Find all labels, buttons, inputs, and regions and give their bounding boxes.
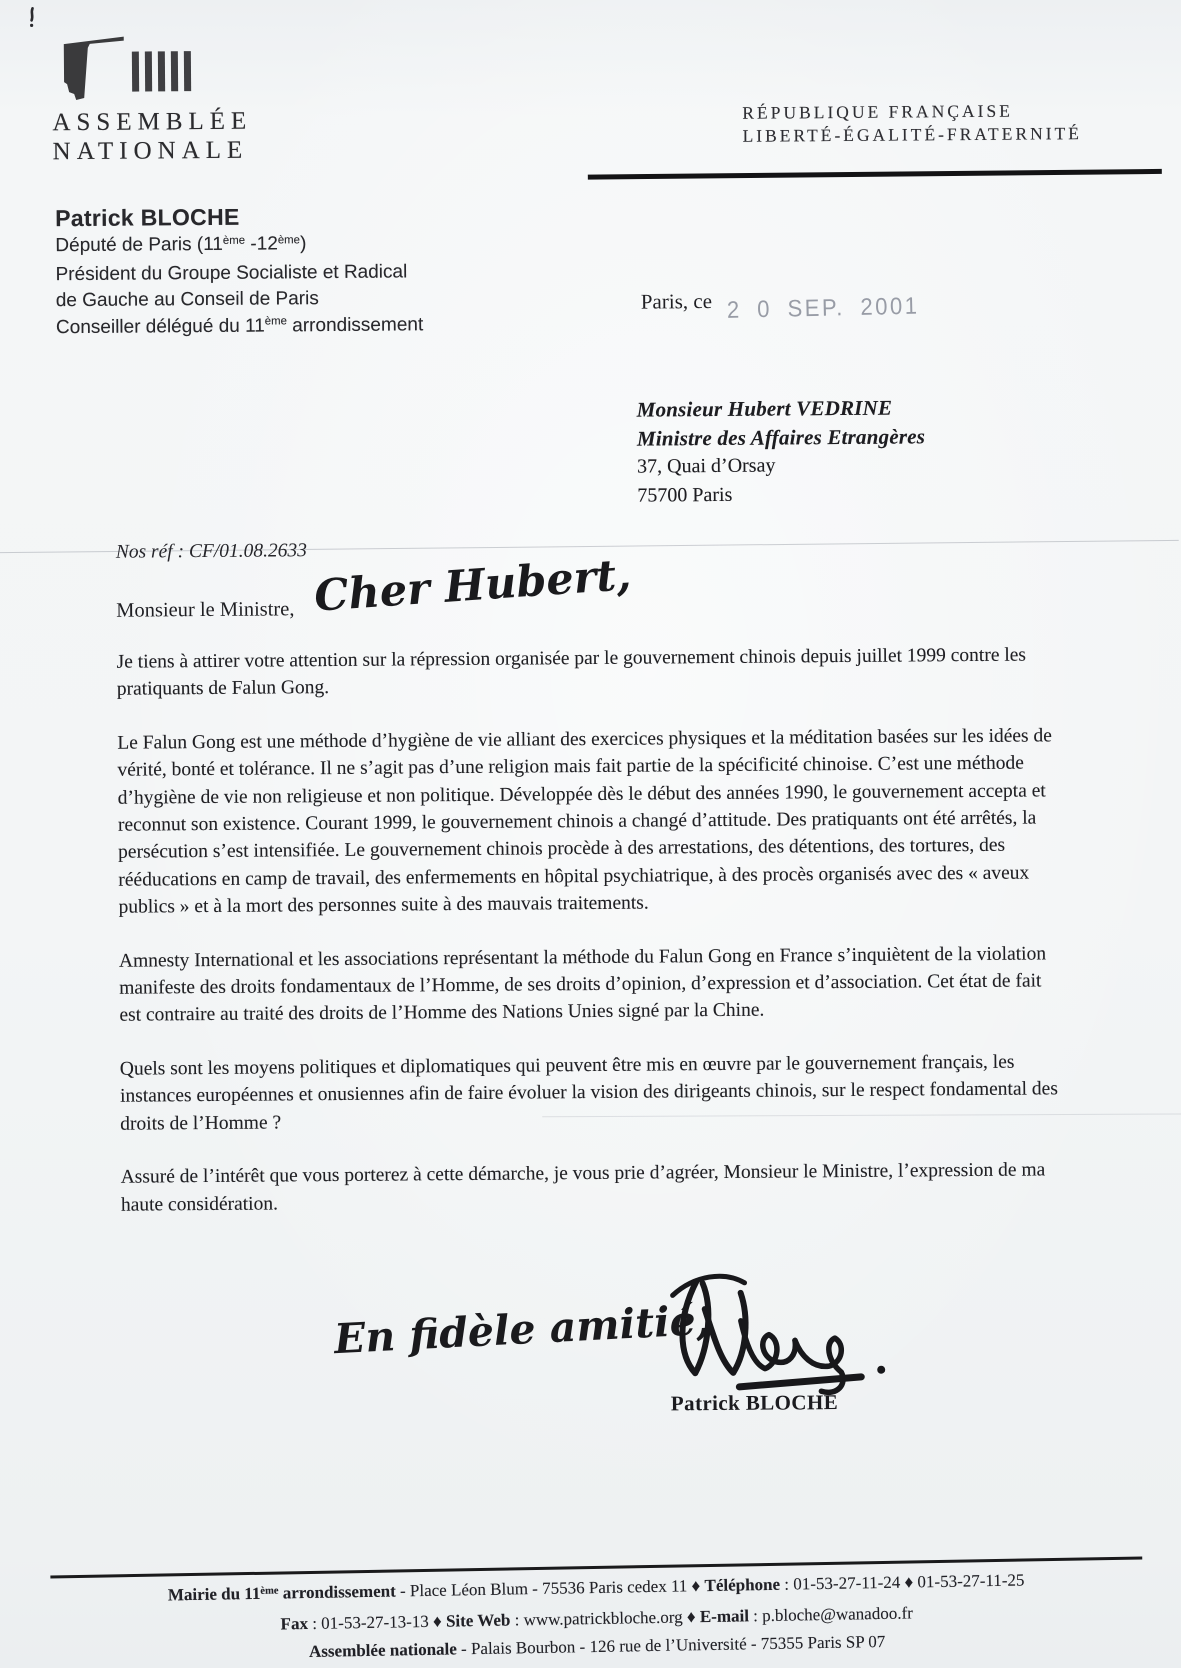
signature-scrawl [648, 1260, 909, 1407]
handwritten-greeting: Cher Hubert, [312, 550, 633, 622]
footer-line-1: Mairie du 11ème arrondissement - Place Léon Blum - 75536 Paris cedex 11 ♦ Téléphone : 01-53-27-11-24 ♦ 01-53-27-11-25 [167, 1570, 1025, 1605]
sender-block [55, 200, 423, 343]
date-stamp: 2 0 SEP. 2001 [726, 292, 920, 324]
sender-role-president-2: de Gauche au Conseil de Paris [55, 288, 319, 312]
sender-role-president: Président du Groupe Socialiste et Radical [55, 260, 408, 285]
body-paragraph-1: Je tiens à attirer votre attention sur la répression organisée par le gouvernement chinois depuis juillet 1999 contre les pratiquants de Falun Gong. [116, 644, 1027, 701]
body-paragraph-4: Quels sont les moyens politiques et diplomatiques qui peuvent être mis en œuvre par le gouvernement français, les instances européennes et onusiennes afin de faire évoluer la vision des dirigeants chinois, sur le respect fondamental des droits de l’Homme ? [119, 1051, 1058, 1135]
assemblee-nationale-logo-icon [50, 31, 203, 112]
org-name-line1: ASSEMBLÉE [52, 107, 253, 137]
body-paragraph-3: Amnesty International et les associations représentant la méthode du Falun Gong en France s’inquiètent de la violation manifeste des droits fondamentaux de l’Homme, de ses droits d’opinion, d’expression et d’association. Cet état de fait est contraire au traité des droits de l’Homme des Nations Unies signé par la Chine. [118, 943, 1047, 1027]
org-name [52, 107, 252, 167]
signature-name: Patrick BLOCHE [670, 1390, 839, 1416]
footer-line-3: Assemblée nationale - Palais Bourbon - 126 rue de l’Université - 75355 Paris SP 07 [308, 1631, 886, 1661]
sender-name: Patrick BLOCHE [55, 203, 240, 232]
body-paragraph-2: Le Falun Gong est une méthode d’hygiène de vie alliant des exercices physiques et la méditation basées sur les idées de vérité, bonté et tolérance. Il ne s’agit pas d’une religion mais fait partie de la spécificité chinoise. C’est une méthode d’hygiène de vie non religieuse et non politique. Développée dès le début des années 1990, le gouvernement accepta et reconnut son existence. Courant 1999, le gouvernement chinois a changé d’attitude. Des pratiquants ont été arrêtés, la persécution s’est intensifiée. Le gouvernement chinois procède à des arrestations, des détentions, des tortures, des rééducations en camp de travail, des enfermements en hôpital psychiatrique, à des procès organisés avec des « aveux publics » et à la mort des personnes suite à des mauvais traitements. [117, 725, 1052, 918]
header-rule [588, 169, 1162, 180]
republic-line1: RÉPUBLIQUE FRANÇAISE [742, 100, 1013, 123]
footer-line-2: Fax : 01-53-27-13-13 ♦ Site Web : www.patrickbloche.org ♦ E-mail : p.bloche@wanadoo.fr [280, 1603, 913, 1634]
recipient-city: 75700 Paris [637, 483, 733, 507]
sender-role-conseiller: Conseiller délégué du 11ème arrondissement [55, 313, 424, 338]
handwritten-closing: En fidèle amitié, [332, 1295, 712, 1364]
recipient-title: Ministre des Affaires Etrangères [636, 423, 926, 451]
dateline-place: Paris, ce [640, 289, 713, 314]
republic-line2: LIBERTÉ-ÉGALITÉ-FRATERNITÉ [742, 123, 1082, 146]
recipient-name: Monsieur Hubert VEDRINE [636, 395, 893, 422]
sender-role-deputy: Député de Paris (11ème -12ème) [55, 233, 307, 257]
org-name-line2: NATIONALE [52, 136, 249, 166]
salutation: Monsieur le Ministre, [116, 598, 295, 622]
republic-motto [742, 99, 1082, 148]
recipient-block [637, 393, 926, 509]
footer [5, 1556, 1181, 1668]
pen-mark [23, 6, 43, 32]
letter-body [117, 641, 1062, 1244]
body-paragraph-5: Assuré de l’intérêt que vous porterez à cette démarche, je vous prie d’agréer, Monsieur le Ministre, l’expression de ma haute considération. [120, 1159, 1046, 1216]
reference-line: Nos réf : CF/01.08.2633 [115, 540, 308, 563]
recipient-street: 37, Quai d’Orsay [637, 454, 776, 478]
